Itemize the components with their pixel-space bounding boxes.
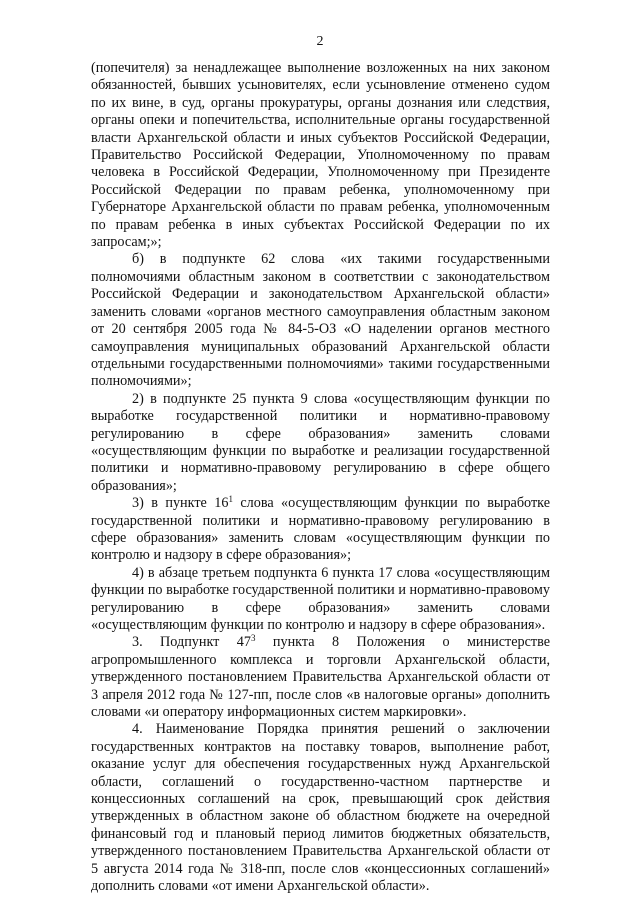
paragraph-continuation: (попечителя) за ненадлежащее выполнение возложенных на них законом обязанностей, бывших усыновителях, если усыновление отменено судом по их вине, в суд, органы прокуратуры, органы дознания или следствия, органы опеки и попечительства, исполнительные органы государственной власти Архангельской области и иных субъектов Российской Федерации, Правительство Российской Федерации, Уполномоченному по правам человека в Российской Федерации, Уполномоченному при Президенте Российской Федерации по правам ребенка, уполномоченному при Губернаторе Архангельской области по правам ребенка, уполномоченным по правам ребенка в иных субъектах Российской Федерации по их запросам;»; bbox=[91, 60, 550, 251]
paragraph-item-2: 2) в подпункте 25 пункта 9 слова «осуществляющим функции по выработке государственной политики и нормативно-правовому регулированию в сфере образования» заменить словами «осуществляющим функции по выработке и реализации государственной политики и нормативно-правовому регулированию в сфере общего образования»; bbox=[91, 390, 550, 494]
paragraph-section-3-start: 3. Подпункт 47 bbox=[132, 634, 251, 651]
paragraph-subitem-b: б) в подпункте 62 слова «их такими государственными полномочиями областным законом в соответствии с законодательством Российской Федерации и законодательством Архангельской области» заменить словами «органов местного самоуправления областным законом от 20 сентября 2005 года № 84-5-ОЗ «О наделении органов местного самоуправления муниципальных образований Архангельской области отдельными государственными полномочиями» такими государственными полномочиями»; bbox=[91, 251, 550, 390]
paragraph-item-4: 4) в абзаце третьем подпункта 6 пункта 17 слова «осуществляющим функции по выработке государственной политики и нормативно-правовому регулированию в сфере образования» заменить словами «осуществляющим функции по контролю и надзору в сфере образования». bbox=[91, 564, 550, 633]
paragraph-item-3 bbox=[91, 495, 550, 565]
document-body bbox=[91, 60, 550, 896]
paragraph-item-3-rest: слова «осуществляющим функции по выработке государственной политики и нормативно-правовому регулированию в сфере образования» заменить словам «осуществляющим функции по контролю и надзору в сфере образования»; bbox=[91, 495, 550, 564]
superscript: 1 bbox=[228, 494, 233, 505]
paragraph-section-3-rest: пункта 8 Положения о министерстве агропромышленного комплекса и торговли Архангельской области, утвержденного постановлением Правительства Архангельской области от 3 апреля 2012 года № 127-пп, после слов «в налоговые органы» дополнить словами «и оператору информационных систем маркировки». bbox=[91, 634, 550, 721]
paragraph-item-3-start: 3) в пункте 16 bbox=[132, 495, 229, 512]
paragraph-section-3 bbox=[91, 634, 550, 721]
paragraph-section-4: 4. Наименование Порядка принятия решений о заключении государственных контрактов на поставку товаров, выполнение работ, оказание услуг для обеспечения государственных нужд Архангельской области, соглашений о государственно-частном партнерстве и концессионных соглашений на срок, превышающий срок действия утвержденных в областном законе об областном бюджете на очередной финансовый год и плановый период лимитов бюджетных обязательств, утвержденного постановлением Правительства Архангельской области от 5 августа 2014 года № 318-пп, после слов «концессионных соглашений» дополнить словами «от имени Архангельской области». bbox=[91, 721, 550, 895]
superscript: 3 bbox=[250, 633, 256, 644]
page-number: 2 bbox=[316, 34, 324, 49]
